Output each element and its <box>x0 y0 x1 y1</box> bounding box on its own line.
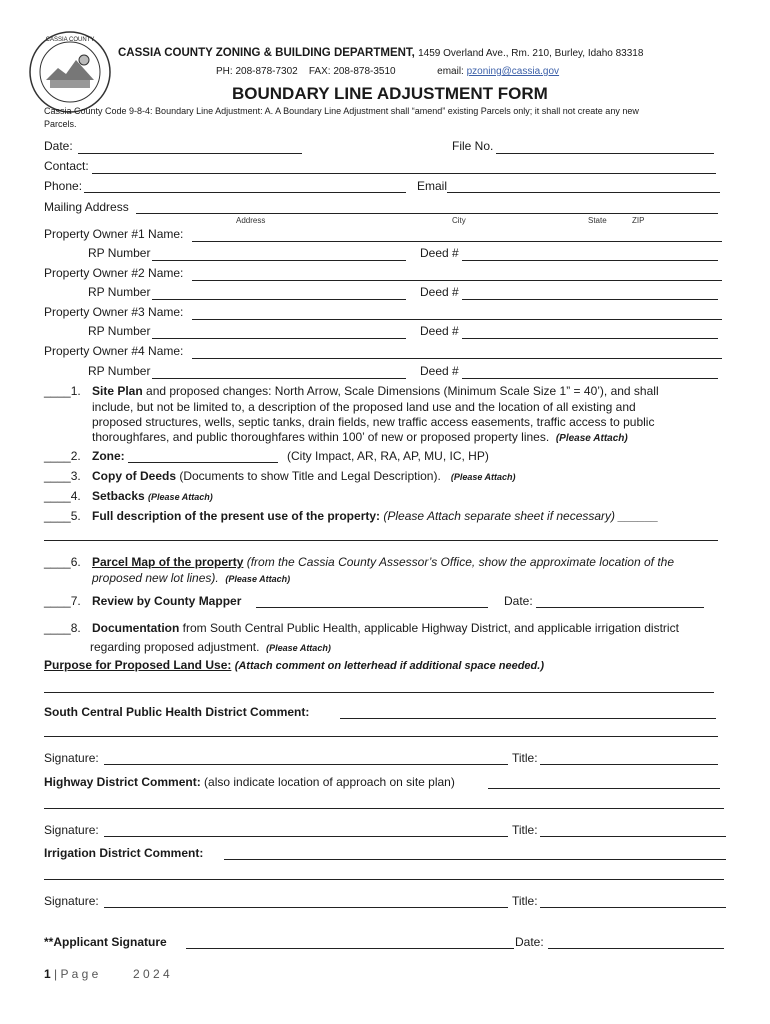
please-attach-note: (Please Attach) <box>555 433 628 444</box>
item-5-title: Full description of the present use of the property: <box>92 509 381 523</box>
irrigation-title-input-line[interactable] <box>540 907 726 908</box>
deed-label: Deed # <box>420 364 459 378</box>
purpose-line <box>44 658 544 672</box>
department-email-link[interactable]: pzoning@cassia.gov <box>466 66 560 77</box>
please-attach-note: (Please Attach) <box>148 492 213 502</box>
department-phone: PH: 208-878-7302 <box>216 66 298 77</box>
email-input-line[interactable] <box>447 192 720 193</box>
purpose-input-line[interactable] <box>44 692 714 693</box>
item-5-input-line[interactable] <box>44 540 718 541</box>
owner-name-label: Property Owner #2 Name: <box>44 266 184 280</box>
address-hint: Address <box>236 216 266 225</box>
date-input-line[interactable] <box>78 153 302 154</box>
item-8-title: Documentation <box>92 621 180 635</box>
highway-comment-line <box>44 775 455 789</box>
deed-label: Deed # <box>420 285 459 299</box>
item-1-line4 <box>92 430 628 444</box>
owner-name-label: Property Owner #3 Name: <box>44 305 184 319</box>
owner-name-input-line[interactable] <box>192 319 722 320</box>
item-1-checkline[interactable]: ____1. <box>44 384 81 398</box>
item-1-title: Site Plan <box>92 384 143 398</box>
highway-comment-input-line-2[interactable] <box>44 808 724 809</box>
applicant-signature-input-line[interactable] <box>186 948 514 949</box>
item-6-line1 <box>92 555 674 569</box>
highway-comment-note: (also indicate location of approach on site plan) <box>200 775 455 789</box>
owner-name-label: Property Owner #4 Name: <box>44 344 184 358</box>
mailing-address-label: Mailing Address <box>44 200 129 214</box>
deed-input-line[interactable] <box>462 338 718 339</box>
department-fax: FAX: 208-878-3510 <box>308 66 396 77</box>
rp-number-input-line[interactable] <box>152 378 406 379</box>
date-label: Date: <box>44 139 73 153</box>
item-2-checkline[interactable]: ____2. <box>44 449 81 463</box>
item-6-checkline[interactable]: ____6. <box>44 555 81 569</box>
health-comment-label: South Central Public Health District Comment: <box>44 705 310 719</box>
highway-signature-input-line[interactable] <box>104 836 508 837</box>
deed-label: Deed # <box>420 246 459 260</box>
state-hint: State <box>588 216 607 225</box>
item-8-text1: from South Central Public Health, applicable Highway District, and applicable irrigation district <box>179 621 679 635</box>
highway-signature-label: Signature: <box>44 823 99 837</box>
item-5-note: (Please Attach separate sheet if necessary) ______ <box>383 509 659 523</box>
rp-number-label: RP Number <box>88 246 151 260</box>
rp-number-label: RP Number <box>88 364 151 378</box>
item-3-checkline[interactable]: ____3. <box>44 469 81 483</box>
item-1-text2: include, but not be limited to, a description of the proposed land use and the location of all existing and <box>92 400 636 414</box>
item-3-title: Copy of Deeds <box>92 469 177 483</box>
email-label: email: <box>437 66 464 77</box>
deed-input-line[interactable] <box>462 378 718 379</box>
health-comment-input-line[interactable] <box>340 718 716 719</box>
item-8-checkline[interactable]: ____8. <box>44 621 81 635</box>
mapper-input-line[interactable] <box>256 607 488 608</box>
please-attach-note: (Please Attach) <box>266 643 331 653</box>
item-7-title: Review by County Mapper <box>92 594 242 608</box>
applicant-date-label: Date: <box>515 935 544 949</box>
rp-number-label: RP Number <box>88 285 151 299</box>
svg-text:CASSIA COUNTY: CASSIA COUNTY <box>45 37 95 43</box>
health-signature-label: Signature: <box>44 751 99 765</box>
page-number: 1 <box>44 967 51 981</box>
applicant-date-input-line[interactable] <box>548 948 724 949</box>
item-8-text2: regarding proposed adjustment. <box>90 640 260 654</box>
purpose-note: (Attach comment on letterhead if additional space needed.) <box>234 660 544 672</box>
deed-input-line[interactable] <box>462 260 718 261</box>
code-reference-line2: Parcels. <box>44 119 77 129</box>
deed-label: Deed # <box>420 324 459 338</box>
deed-input-line[interactable] <box>462 299 718 300</box>
item-4-line <box>92 489 213 503</box>
owner-name-label: Property Owner #1 Name: <box>44 227 184 241</box>
irrigation-comment-input-line-2[interactable] <box>44 879 724 880</box>
item-6-text1: (from the Cassia County Assessor’s Office, show the approximate location of the <box>243 555 675 569</box>
irrigation-title-label: Title: <box>512 894 538 908</box>
rp-number-input-line[interactable] <box>152 338 406 339</box>
department-header <box>118 47 643 59</box>
file-no-label: File No. <box>452 139 494 153</box>
item-4-checkline[interactable]: ____4. <box>44 489 81 503</box>
page-word: | P a g e <box>54 967 99 981</box>
phone-label: Phone: <box>44 179 83 193</box>
owner-name-input-line[interactable] <box>192 280 722 281</box>
footer-year: 2 0 2 4 <box>132 967 170 981</box>
file-no-input-line[interactable] <box>496 153 714 154</box>
county-seal-logo <box>28 30 112 114</box>
mailing-address-input-line[interactable] <box>136 213 718 214</box>
highway-title-input-line[interactable] <box>540 836 726 837</box>
irrigation-signature-label: Signature: <box>44 894 99 908</box>
department-name: CASSIA COUNTY ZONING & BUILDING DEPARTMENT, <box>118 47 415 59</box>
item-3-line <box>92 469 516 483</box>
zip-hint: ZIP <box>632 216 645 225</box>
item-1-text1: and proposed changes: North Arrow, Scale Dimensions (Minimum Scale Size 1” = 40’), and shall <box>142 384 659 398</box>
item-6-text2: proposed new lot lines). <box>92 571 219 585</box>
contact-input-line[interactable] <box>92 173 716 174</box>
item-2-title: Zone: <box>92 449 125 463</box>
owner-name-input-line[interactable] <box>192 358 722 359</box>
highway-comment-input-line[interactable] <box>488 788 720 789</box>
contact-line <box>216 66 559 77</box>
item-8-line1 <box>92 621 679 635</box>
item-1-text4: thoroughfares, and public thoroughfares within 100’ of new or proposed property lines. <box>92 430 550 444</box>
item-5-checkline[interactable]: ____5. <box>44 509 81 523</box>
contact-label: Contact: <box>44 159 89 173</box>
irrigation-signature-input-line[interactable] <box>104 907 508 908</box>
health-signature-input-line[interactable] <box>104 764 508 765</box>
item-2-options: (City Impact, AR, RA, AP, MU, IC, HP) <box>287 449 489 463</box>
please-attach-note: (Please Attach) <box>225 574 291 584</box>
city-hint: City <box>452 216 466 225</box>
phone-input-line[interactable] <box>84 192 406 193</box>
item-1-line1 <box>92 384 659 398</box>
item-3-text: (Documents to show Title and Legal Description). <box>176 469 441 483</box>
please-attach-note: (Please Attach) <box>450 472 516 482</box>
applicant-signature-label: **Applicant Signature <box>44 935 167 949</box>
form-title: BOUNDARY LINE ADJUSTMENT FORM <box>232 84 548 103</box>
health-comment-input-line-2[interactable] <box>44 736 718 737</box>
zone-input-line[interactable] <box>128 462 278 463</box>
item-1-text3: proposed structures, wells, septic tanks, drain fields, new traffic access easements, traffic access to public <box>92 415 655 429</box>
page-footer <box>44 967 170 981</box>
rp-number-input-line[interactable] <box>152 260 406 261</box>
irrigation-comment-label: Irrigation District Comment: <box>44 846 204 860</box>
item-5-line <box>92 509 658 523</box>
irrigation-comment-input-line[interactable] <box>224 859 726 860</box>
email-field-label: Email <box>417 179 448 193</box>
highway-title-label: Title: <box>512 823 538 837</box>
purpose-label: Purpose for Proposed Land Use: <box>44 658 232 672</box>
health-title-label: Title: <box>512 751 538 765</box>
mapper-date-input-line[interactable] <box>536 607 704 608</box>
item-4-title: Setbacks <box>92 489 145 503</box>
highway-comment-label: Highway District Comment: <box>44 775 201 789</box>
health-title-input-line[interactable] <box>540 764 718 765</box>
item-7-checkline[interactable]: ____7. <box>44 594 81 608</box>
code-reference-line1: Cassia County Code 9-8-4: Boundary Line Adjustment: A. A Boundary Line Adjustment shall “amend” existing Parcels only; it shall not create any new <box>44 106 639 116</box>
department-address: 1459 Overland Ave., Rm. 210, Burley, Idaho 83318 <box>418 48 644 59</box>
owner-name-input-line[interactable] <box>192 241 722 242</box>
item-6-line2 <box>92 571 290 585</box>
item-6-title: Parcel Map of the property <box>92 555 244 569</box>
item-7-date-label: Date: <box>504 594 533 608</box>
rp-number-label: RP Number <box>88 324 151 338</box>
rp-number-input-line[interactable] <box>152 299 406 300</box>
item-8-line2 <box>90 640 331 654</box>
